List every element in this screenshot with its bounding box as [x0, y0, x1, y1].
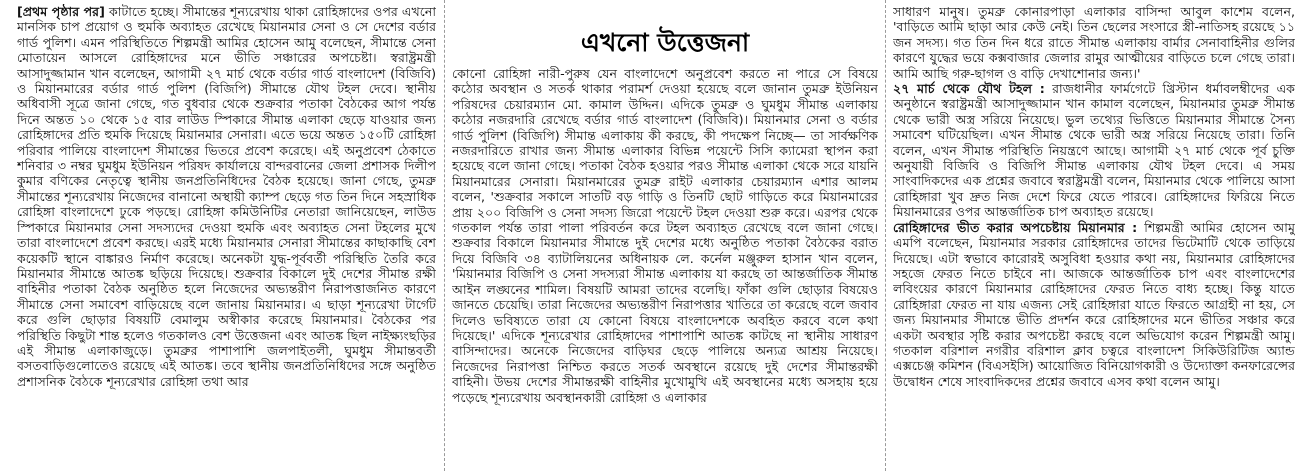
column-left-text: কাটাতে হচ্ছে। সীমান্তের শূন্যরেখায় থাকা রোহিঙ্গাদের ওপর এখনো মানসিক চাপ প্রয়োগ ও হুমকি অব্যাহত রেখেছে মিয়ানমার সেনা ও সে দেশের বর্ডার গার্ড পুলিশ। এমন পরিস্থিতিতে শিল্পমন্ত্রী আমির হোসেন আমু বলেছেন, সীমান্তে সেনা মোতায়েন আসলে রোহিঙ্গাদের মনে ভীতি সঞ্চারের অপচেষ্টা। স্বরাষ্ট্রমন্ত্রী আসাদুজ্জামান খান বলেছেন, আগামী ২৭ মার্চ থেকে বর্ডার গার্ড বাংলাদেশ (বিজিবি) ও মিয়ানমারের বর্ডার গার্ড পুলিশ (বিজিপি) সীমান্তে যৌথ টহল দেবে। স্থানীয় অধিবাসী সূত্রে জানা গেছে, গত বুধবার থেকে শুক্রবার পতাকা বৈঠকের আগ পর্যন্ত দিনে অন্তত ১০ থেকে ১৫ বার লাউড স্পিকারে সীমান্ত এলাকা ছেড়ে যাওয়ার জন্য রোহিঙ্গাদের প্রতি হুমকি দিয়েছে মিয়ানমার সেনারা। এতে ভয়ে অন্তত ১৫০টি রোহিঙ্গা পরিবার পালিয়ে বাংলাদেশ সীমান্তের ভিতরে প্রবেশ করেছে। এই অনুপ্রবেশ ঠেকাতে শনিবার ৩ নম্বর ঘুমধুম ইউনিয়ন পরিষদ কার্যালয়ে বান্দরবানের জেলা প্রশাসক দিলীপ কুমার বণিকের নেতৃত্বে স্থানীয় জনপ্রতিনিধিদের বৈঠক হয়েছে। জানা গেছে, তুমব্রু সীমান্তের শূন্যরেখায় নিজেদের বানানো অস্থায়ী ক্যাম্প ছেড়ে গত তিন দিনে সহস্রাধিক রোহিঙ্গা বাংলাদেশে ঢুকে পড়ছে। রোহিঙ্গা কমিউনিটির নেতারা জানিয়েছেন, লাউড স্পিকারে মিয়ানমার সেনা সদস্যদের দেওয়া হুমকি এবং অব্যাহত সেনা টহলের মুখে তারা বাংলাদেশে প্রবেশ করছে। এরই মধ্যে মিয়ানমার সেনারা সীমান্তের কাছাকাছি বেশ কয়েকটি স্থানে বাঙ্কারও নির্মাণ করেছে। অনেকটা যুদ্ধ-পূর্ববর্তী পরিস্থিতি তৈরি করে মিয়ানমার সীমান্তে আতঙ্ক ছড়িয়ে দিয়েছে। শুক্রবার বিকালে দুই দেশের সীমান্ত রক্ষী বাহিনীর পতাকা বৈঠক অনুষ্ঠিত হলে নিজেদের অভ্যন্তরীণ নিরাপত্তাজনিত কারণে সীমান্তে সেনা সমাবেশ বাড়িয়েছে বলে জানায় মিয়ানমার। এ ছাড়া শূন্যরেখা টার্গেট করে গুলি ছোড়ার বিষয়টি বেমালুম অস্বীকার করেছে মিয়ানমার। বৈঠকের পর পরিস্থিতি কিছুটা শান্ত হলেও গতকালও বেশ উত্তেজনা এবং আতঙ্ক ছিল নাইক্ষ্যংছড়ির এই সীমান্ত এলাকাজুড়ে। তুমব্রুর পাশাপাশি জলপাইতলী, ঘুমধুম সীমান্তবর্তী বসতবাড়িগুলোতেও রয়েছে এই আতঙ্ক। তবে স্থানীয় জনপ্রতিনিধিদের সঙ্গে অনুষ্ঠিত প্রশাসনিক বৈঠকে শূন্যরেখার রোহিঙ্গা তথা আর: [17, 4, 436, 389]
article-column-left: [17, 4, 436, 467]
joint-patrol-text: রাজধানীর ফার্মগেটে খ্রিস্টান ধর্মাবলম্বীদের এক অনুষ্ঠানে স্বরাষ্ট্রমন্ত্রী আসাদুজ্জামান খান কামাল বলেছেন, মিয়ানমার তুমব্রু সীমান্ত থেকে ভারী অস্ত্র সরিয়ে নিয়েছে। ভুল তথ্যের ভিত্তিতে মিয়ানমার সীমান্তে সৈন্য সমাবেশ ঘটিয়েছিল। এখন সীমান্ত থেকে ভারী অস্ত্র সরিয়ে নিয়েছে তারা। তিনি বলেন, এখন সীমান্ত পরিস্থিতি নিয়ন্ত্রণে আছে। আগামী ২৭ মার্চ থেকে পূর্ব চুক্তি অনুযায়ী বিজিবি ও বিজিপি সীমান্ত এলাকায় যৌথ টহল দেবে। এ সময় সাংবাদিকদের এক প্রশ্নের জবাবে স্বরাষ্ট্রমন্ত্রী বলেন, মিয়ানমার থেকে পালিয়ে আসা রোহিঙ্গারা খুব দ্রুত নিজ দেশে ফিরে যেতে পারবে। রোহিঙ্গাদের ফিরিয়ে নিতে মিয়ানমারের ওপর আন্তর্জাতিক চাপ অব্যাহত রয়েছে।: [893, 81, 1295, 220]
column-right-paragraph-1: সাধারণ মানুষ। তুমব্রু কোনারপাড়া এলাকার বাসিন্দা আবুল কাশেম বলেন, 'বাড়িতে আমি ছাড়া আর কেউ নেই। তিন ছেলের সংসারে স্ত্রী-নাতিসহ রয়েছে ১১ জন সদস্য। গত তিন দিন ধরে রাতে সীমান্ত এলাকায় বার্মার সেনাবাহিনীর গুলির কারণে যুদ্ধের ভয়ে কক্সবাজার জেলার রামুর আত্মীয়ের বাড়িতে চলে গেছে তারা। আমি আছি গরু-ছাগল ও বাড়ি দেখাশোনার জন্য।': [893, 4, 1295, 81]
subheading-joint-patrol: ২৭ মার্চ থেকে যৌথ টহল :: [893, 81, 1045, 97]
intimidation-text: শিল্পমন্ত্রী আমির হোসেন আমু এমপি বলেছেন, মিয়ানমার সরকার রোহিঙ্গাদের তাদের ভিটেমাটি থেকে তাড়িয়ে দিয়েছে। এটা স্বভাবে কারোরই অসুবিধা হওয়ার কথা নয়, মিয়ানমার রোহিঙ্গাদের সহজে ফেরত নিতে চাইবে না। আজকে আন্তর্জাতিক চাপ এবং বাংলাদেশের লবিংয়ের কারণে মিয়ানমার রোহিঙ্গাদের ফেরত নিতে বাধ্য হচ্ছে। কিন্তু যাতে রোহিঙ্গারা ফেরত না যায় এজন্য সেই রোহিঙ্গারা যাতে ফিরতে আগ্রহী না হয়, সে জন্য মিয়ানমার সীমান্তে ভীতি প্রদর্শন করে রোহিঙ্গাদের মনে ভীতির সঞ্চার করে একটা অবস্থার সৃষ্টি করার অপচেষ্টা করছে বলে অভিযোগ করেন শিল্পমন্ত্রী আমু। গতকাল বরিশাল নগরীর বরিশাল ক্লাব চত্বরে বাংলাদেশ সিকিউরিটিজ অ্যান্ড এক্সচেঞ্জ কমিশন (বিএসইসি) আয়োজিত বিনিয়োগকারী ও উদ্যোক্তা কনফারেন্সের উদ্বোধন শেষে সাংবাদিকদের প্রশ্নের জবাবে এসব কথা বলেন আমু।: [893, 219, 1295, 389]
column-left-paragraph: [17, 4, 436, 389]
article-column-right: [893, 4, 1295, 467]
column-divider: [885, 0, 887, 471]
column-right-paragraph-2: [893, 81, 1295, 220]
article-headline: এখনো উত্তেজনা: [580, 28, 750, 57]
column-middle-text: কোনো রোহিঙ্গা নারী-পুরুষ যেন বাংলাদেশে অনুপ্রবেশ করতে না পারে সে বিষয়ে কঠোর অবস্থান ও সতর্ক থাকার পরামর্শ দেওয়া হয়েছে বলে জানান তুমব্রু ইউনিয়ন পরিষদের চেয়ারম্যান মো. কামাল উদ্দিন। এদিকে তুমব্রু ও ঘুমধুম সীমান্ত এলাকায় কঠোর নজরদারি রেখেছে বর্ডার গার্ড বাংলাদেশ (বিজিবি)। মিয়ানমার সেনা ও বর্ডার গার্ড পুলিশ (বিজিপি) সীমান্ত এলাকায় কী করছে, কী পদক্ষেপ নিচ্ছে— তা সার্বক্ষণিক নজরদারিতে রাখার জন্য সীমান্ত এলাকার বিভিন্ন পয়েন্টে সিসি ক্যামেরা স্থাপন করা হয়েছে বলে জানা গেছে। পতাকা বৈঠক হওয়ার পরও সীমান্ত এলাকা থেকে সরে যায়নি মিয়ানমারের সেনারা। মিয়ানমারের তুমব্রু রাইট এলাকার চেয়ারম্যান এশার আলম বলেন, 'শুক্রবার সকালে সাতটি বড় গাড়ি ও তিনটি ছোট গাড়িতে করে মিয়ানমারের প্রায় ২০০ বিজিপি ও সেনা সদস্য জিরো পয়েন্টে টহল দেওয়া শুরু করে। এরপর থেকে গতকাল পর্যন্ত তারা পালা পরিবর্তন করে টহল অব্যাহত রেখেছে বলে জানা গেছে। শুক্রবার বিকালে মিয়ানমার সীমান্তে দুই দেশের মধ্যে অনুষ্ঠিত পতাকা বৈঠকের বরাত দিয়ে বিজিবি ৩৪ ব্যাটালিয়নের অধিনায়ক লে. কর্নেল মঞ্জুরুল হাসান খান বলেন, 'মিয়ানমার বিজিপি ও সেনা সদস্যরা সীমান্ত এলাকায় যা করছে তা আন্তর্জাতিক সীমান্ত আইন লঙ্ঘনের শামিল। বিষয়টি আমরা তাদের বলেছি। ফাঁকা গুলি ছোড়ার বিষয়েও জানতে চেয়েছি। তারা নিজেদের অভ্যন্তরীণ নিরাপত্তার খাতিরে তা করেছে বলে জবাব দিলেও ভবিষ্যতে তারা যে কোনো বিষয়ে বাংলাদেশকে অবহিত করবে বলে কথা দিয়েছে।' এদিকে শূন্যরেখার রোহিঙ্গাদের পাশাপাশি আতঙ্ক কাটছে না স্থানীয় সাধারণ বাসিন্দাদের। অনেকে নিজেদের বাড়িঘর ছেড়ে পালিয়ে অন্যত্র আশ্রয় নিয়েছে। নিজেদের নিরাপত্তা নিশ্চিত করতে সতর্ক অবস্থানে রয়েছে দুই দেশের সীমান্তরক্ষী বাহিনী। উভয় দেশের সীমান্তরক্ষী বাহিনীর মুখোমুখি এই অবস্থানের মধ্যে অসহায় হয়ে পড়েছে শূন্যরেখায় অবস্থানকারী রোহিঙ্গা ও এলাকার: [452, 66, 878, 405]
continued-from-front-page: [প্রথম পৃষ্ঠার পর]: [17, 4, 105, 19]
column-divider: [444, 0, 446, 471]
column-right-paragraph-3: [893, 220, 1295, 389]
article-column-middle: [452, 66, 878, 467]
subheading-intimidation: রোহিঙ্গাদের ভীত করার অপচেষ্টায় মিয়ানমার :: [893, 219, 1138, 235]
